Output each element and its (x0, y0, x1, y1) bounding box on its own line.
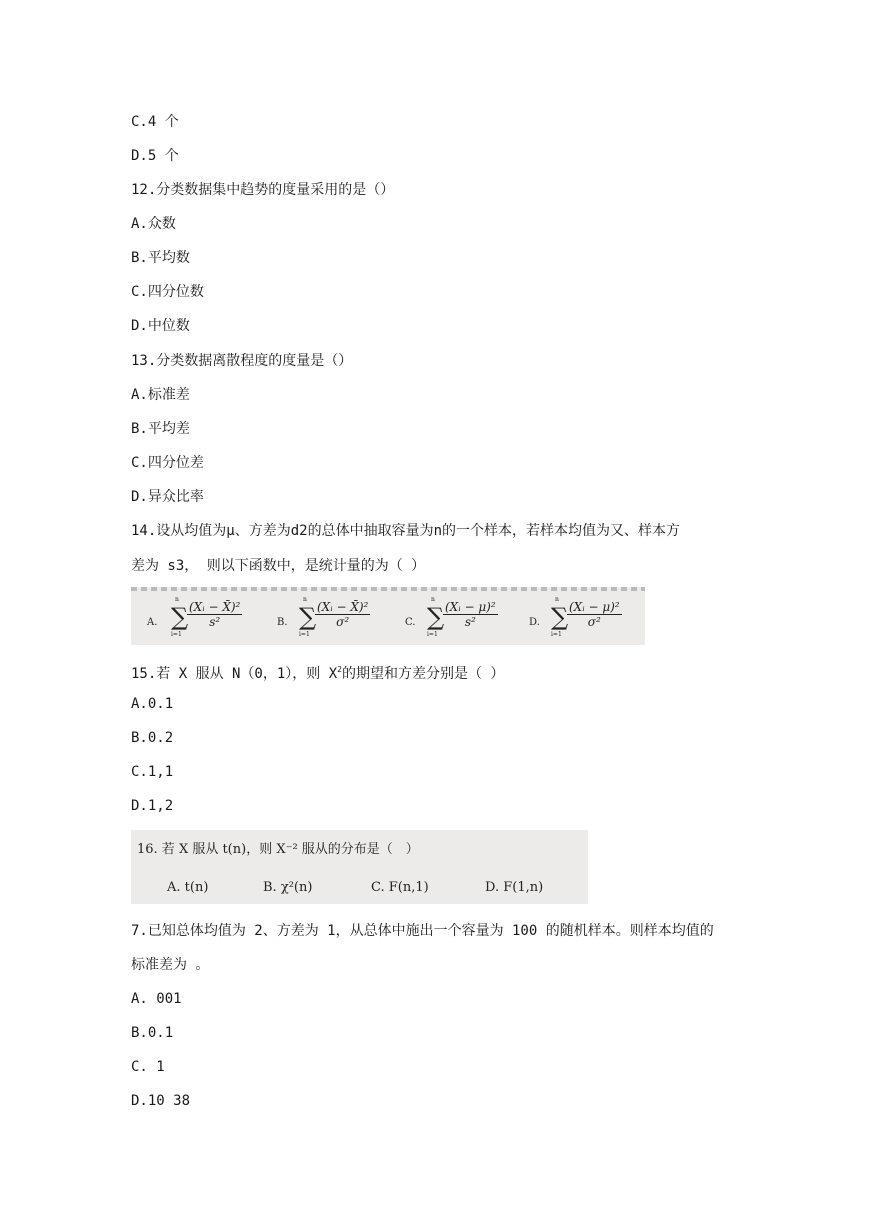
sum-lower: i=1 (427, 631, 438, 638)
denominator: s² (209, 615, 221, 629)
fraction (567, 601, 622, 629)
option-text: B.0.1 (131, 1025, 174, 1041)
option-text: C.4 个 (131, 114, 179, 130)
q15-prefix: 15.若 X 服从 N（0，1），则 X (131, 666, 338, 682)
option-text: D.1,2 (131, 798, 174, 814)
fraction (187, 601, 242, 629)
option-text: A.众数 (131, 216, 176, 232)
q14-formula-image (131, 587, 645, 645)
sum-lower: i=1 (551, 631, 562, 638)
question-text: 标准差为 。 (131, 957, 210, 973)
option-text: A. 001 (131, 991, 182, 1007)
option-text: D.异众比率 (131, 489, 204, 505)
sum-upper: n (303, 596, 307, 603)
option-text: C.1,1 (131, 764, 174, 780)
sum-upper: n (175, 596, 179, 603)
option-text: C. 1 (131, 1059, 165, 1075)
sum-upper: n (431, 596, 435, 603)
option-label: C. (405, 617, 416, 628)
option-label: A. (147, 617, 158, 628)
q16-question: 16. 若 X 服从 t(n)，则 X⁻² 服从的分布是（ ） (137, 842, 419, 857)
sum-upper: n (555, 596, 559, 603)
sum-lower: i=1 (171, 631, 182, 638)
option-text: C.四分位差 (131, 455, 204, 471)
fraction (315, 601, 370, 629)
q15-suffix: 的期望和方差分别是（ ） (341, 666, 505, 682)
cropped-edge (131, 587, 645, 591)
numerator: (Xᵢ − μ)² (569, 600, 620, 614)
q16-option: A. t(n) (167, 880, 209, 895)
option-text: B.平均差 (131, 421, 190, 437)
q16-option: C. F(n,1) (371, 880, 429, 895)
option-text: B.0.2 (131, 730, 174, 746)
denominator: σ² (587, 615, 601, 629)
q16-option: B. χ²(n) (263, 880, 313, 895)
option-label: D. (529, 617, 540, 628)
question-text: 7.已知总体均值为 2、方差为 1，从总体中施出一个容量为 100 的随机样本。则样本均值的 (131, 923, 714, 939)
numerator: (Xᵢ − μ)² (445, 600, 496, 614)
option-label: B. (277, 617, 288, 628)
numerator: (Xᵢ − X̄)² (317, 600, 369, 614)
sigma-symbol: ∑ (299, 603, 317, 631)
sum-lower: i=1 (299, 631, 310, 638)
superscript: 2 (337, 665, 342, 674)
option-text: D.中位数 (131, 318, 190, 334)
option-text: D.10 38 (131, 1093, 191, 1109)
question-text: 12.分类数据集中趋势的度量采用的是（） (131, 182, 395, 198)
question-text: 13.分类数据离散程度的度量是（） (131, 353, 353, 369)
option-text: D.5 个 (131, 148, 179, 164)
sigma-symbol: ∑ (171, 603, 189, 631)
denominator: s² (464, 615, 476, 629)
question-text: 差为 s3， 则以下函数中，是统计量的为（ ） (131, 558, 426, 574)
q16-option: D. F(1,n) (485, 880, 544, 895)
sigma-symbol: ∑ (551, 603, 569, 631)
option-text: C.四分位数 (131, 284, 204, 300)
option-text: B.平均数 (131, 250, 190, 266)
denominator: σ² (336, 615, 350, 629)
question-text (131, 661, 504, 683)
question-text: 14.设从均值为μ、方差为d2的总体中抽取容量为n的一个样本，若样本均值为又、样本方 (131, 523, 680, 539)
sigma-symbol: ∑ (427, 603, 445, 631)
option-text: A.0.1 (131, 696, 174, 712)
q16-scanned-image (131, 830, 588, 904)
numerator: (Xᵢ − X̄)² (189, 600, 241, 614)
option-text: A.标准差 (131, 387, 190, 403)
fraction (443, 601, 498, 629)
